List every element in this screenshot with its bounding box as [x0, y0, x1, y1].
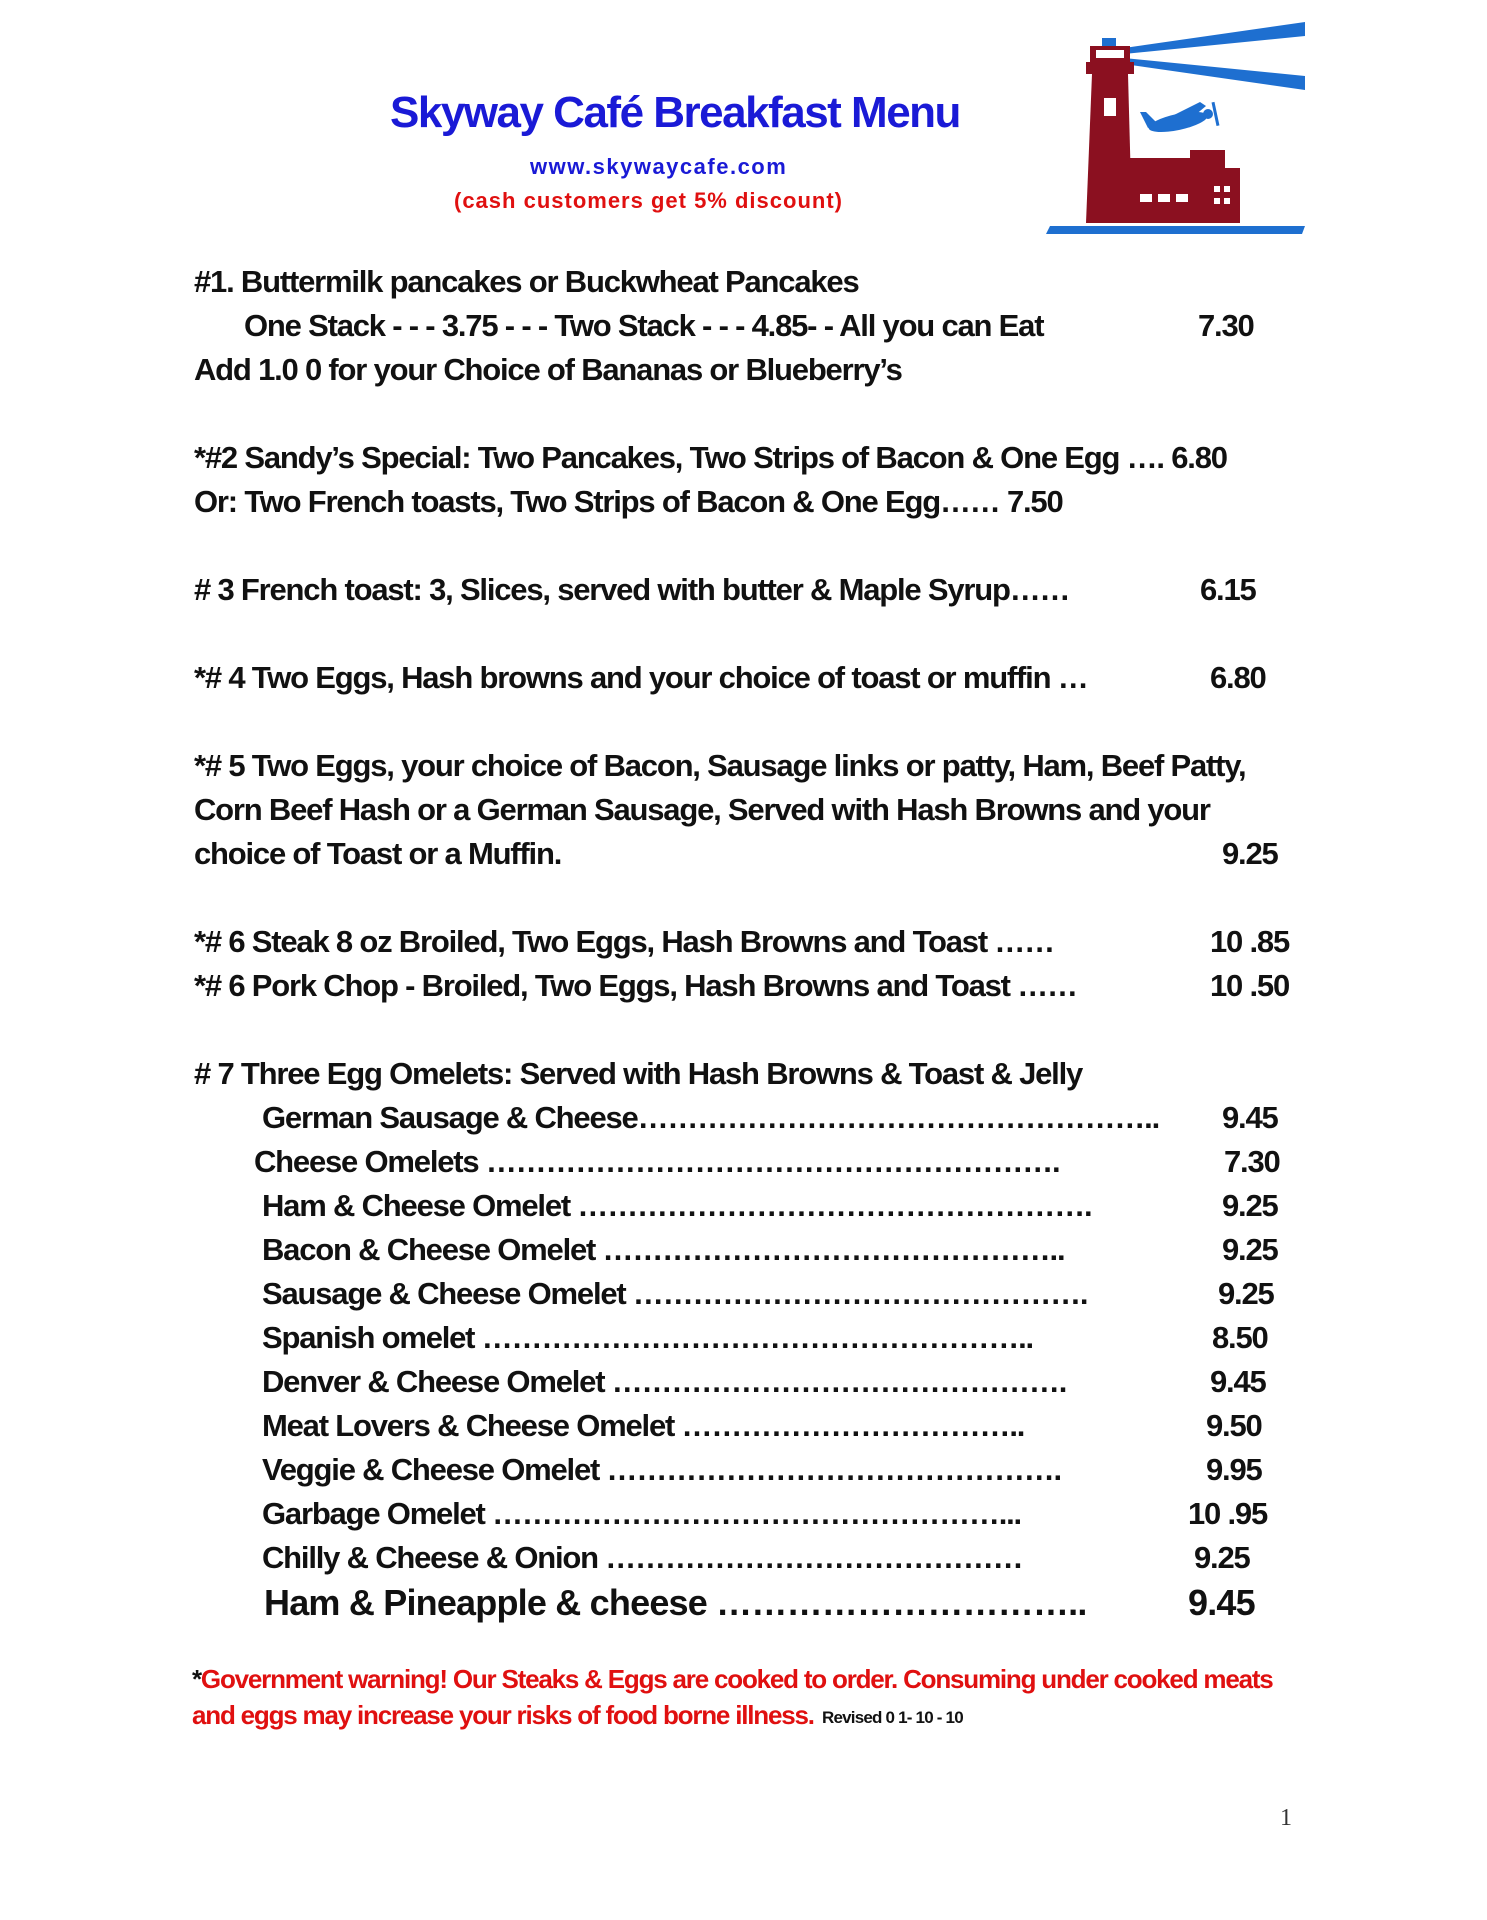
page-number: 1 — [1280, 1805, 1292, 1831]
omelet-name: Bacon & Cheese Omelet ……………………………………….. — [262, 1232, 1065, 1267]
omelet-price: 9.45 — [1222, 1100, 1278, 1135]
item-5-price: 9.25 — [1222, 836, 1278, 871]
item-6-steak: *# 6 Steak 8 oz Broiled, Two Eggs, Hash Browns and Toast …… — [194, 924, 1054, 959]
government-warning-line-2: and eggs may increase your risks of food borne illness. — [192, 1700, 814, 1730]
item-5-line-1: *# 5 Two Eggs, your choice of Bacon, Sausage links or patty, Ham, Beef Patty, — [194, 748, 1246, 783]
omelet-price: 8.50 — [1212, 1320, 1268, 1355]
omelet-name: German Sausage & Cheese…………………………………………….. — [262, 1100, 1160, 1135]
item-6-steak-price: 10 .85 — [1210, 924, 1289, 959]
menu-title: Skyway Café Breakfast Menu — [390, 88, 960, 137]
website-link[interactable]: www.skywaycafe.com — [530, 154, 788, 179]
omelet-price: 7.30 — [1224, 1144, 1280, 1179]
lighthouse-airplane-logo-icon — [1040, 18, 1310, 244]
omelet-name: Ham & Pineapple & cheese ………………………….. — [264, 1582, 1087, 1623]
item-2-french-toast-option: Or: Two French toasts, Two Strips of Bacon & One Egg…… 7.50 — [194, 484, 1063, 519]
omelet-name: Chilly & Cheese & Onion …………………………………… — [262, 1540, 1023, 1575]
omelet-price: 9.25 — [1194, 1540, 1250, 1575]
omelet-price: 9.25 — [1218, 1276, 1274, 1311]
cash-discount-note: (cash customers get 5% discount) — [454, 188, 843, 213]
omelet-price: 10 .95 — [1188, 1496, 1267, 1531]
item-1-stack-prices: One Stack - - - 3.75 - - - Two Stack - - - 4.85- - All you can Eat — [244, 308, 1044, 343]
omelet-name: Garbage Omelet ……………………………………………... — [262, 1496, 1021, 1531]
omelet-name: Sausage & Cheese Omelet ………………………………………. — [262, 1276, 1088, 1311]
item-4-two-eggs: *# 4 Two Eggs, Hash browns and your choice of toast or muffin … — [194, 660, 1088, 695]
item-3-price: 6.15 — [1200, 572, 1256, 607]
omelet-name: Denver & Cheese Omelet ………………………………………. — [262, 1364, 1067, 1399]
item-1-all-you-can-eat-price: 7.30 — [1198, 308, 1254, 343]
warning-asterisk: * — [192, 1664, 201, 1694]
omelet-name: Spanish omelet ……………………………………………….. — [262, 1320, 1033, 1355]
item-1-addon-note: Add 1.0 0 for your Choice of Bananas or Blueberry’s — [194, 352, 902, 387]
omelet-price: 9.95 — [1206, 1452, 1262, 1487]
item-2-sandys-special: *#2 Sandy’s Special: Two Pancakes, Two Strips of Bacon & One Egg …. 6.80 — [194, 440, 1227, 475]
omelet-price: 9.25 — [1222, 1232, 1278, 1267]
omelet-name: Ham & Cheese Omelet ……………………………………………. — [262, 1188, 1092, 1223]
item-3-french-toast: # 3 French toast: 3, Slices, served with butter & Maple Syrup…… — [194, 572, 1070, 607]
omelet-name: Cheese Omelets …………………………………………………. — [254, 1144, 1060, 1179]
item-1-title: #1. Buttermilk pancakes or Buckwheat Pancakes — [194, 264, 859, 299]
omelet-name: Veggie & Cheese Omelet ………………………………………. — [262, 1452, 1061, 1487]
warning-text-1: Government warning! Our Steaks & Eggs are cooked to order. Consuming under cooked meats — [200, 1664, 1273, 1694]
omelet-price: 9.25 — [1222, 1188, 1278, 1223]
item-5-line-3: choice of Toast or a Muffin. — [194, 836, 562, 871]
item-4-price: 6.80 — [1210, 660, 1266, 695]
item-6-pork-chop: *# 6 Pork Chop - Broiled, Two Eggs, Hash Browns and Toast …… — [194, 968, 1077, 1003]
item-6-pork-chop-price: 10 .50 — [1210, 968, 1289, 1003]
omelet-price: 9.50 — [1206, 1408, 1262, 1443]
item-7-omelets-header: # 7 Three Egg Omelets: Served with Hash Browns & Toast & Jelly — [194, 1056, 1083, 1091]
government-warning-line-1 — [192, 1664, 1273, 1695]
omelet-price: 9.45 — [1188, 1582, 1255, 1623]
omelet-name: Meat Lovers & Cheese Omelet …………………………….. — [262, 1408, 1025, 1443]
omelet-price: 9.45 — [1210, 1364, 1266, 1399]
item-5-line-2: Corn Beef Hash or a German Sausage, Served with Hash Browns and your — [194, 792, 1210, 827]
revised-date: Revised 0 1- 10 - 10 — [822, 1708, 963, 1727]
